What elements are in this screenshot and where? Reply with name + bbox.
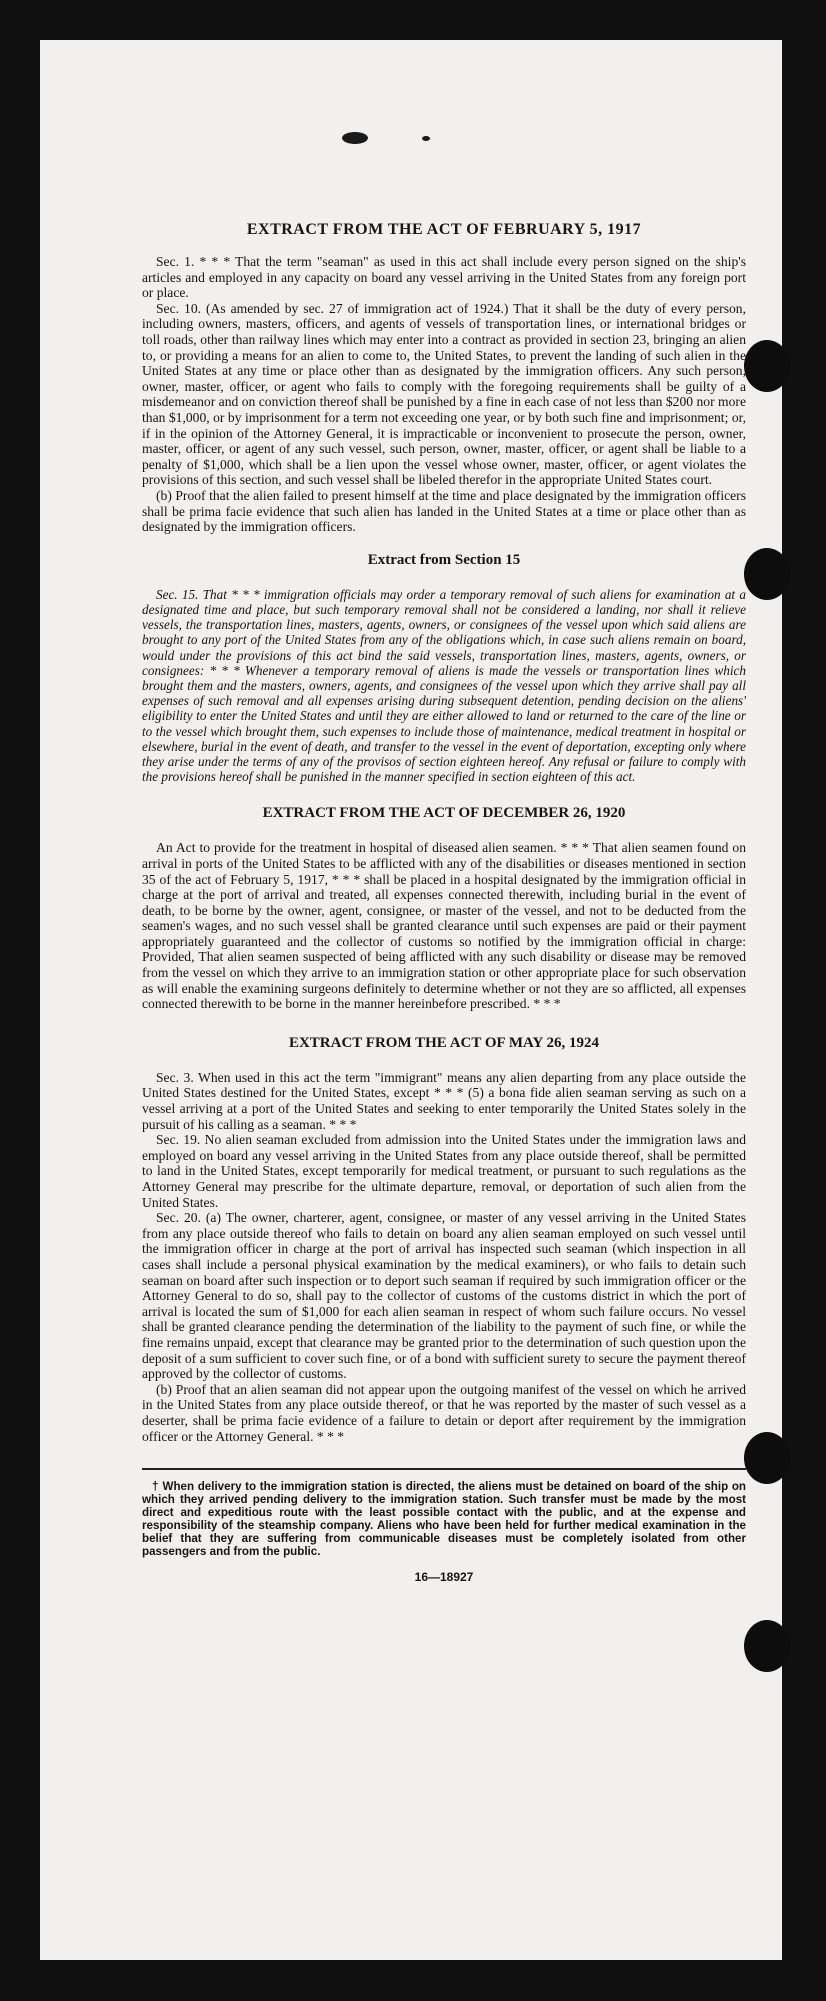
form-number: 16—18927 [414,1570,474,1585]
paragraph: (b) Proof that the alien failed to present himself at the time and place designated by the immigration officers shall be prima facie evidence that such alien has landed in the United States at a time or place other than as designated by the immigration officers. [142,487,746,535]
paragraph: (b) Proof that an alien seaman did not appear upon the outgoing manifest of the vessel on which he arrived in the United States from any place outside thereof, or that he was reported by the master of such vessel as a deserter, shall be prima facie evidence of a failure to detain or deport after requirement by the immigration officer or the Attorney General. * * * [142,1381,746,1444]
punch-hole [744,1432,790,1484]
paragraph: Sec. 3. When used in this act the term "immigrant" means any alien departing from any place outside the United States destined for the United States, except * * * (5) a bona fide alien seaman serving as such on a vessel arriving at a port of the United States and seeking to enter temporarily the United States solely in the pursuit of his calling as a seaman. * * * [142,1069,746,1132]
section-heading: EXTRACT FROM THE ACT OF DECEMBER 26, 1920 [262,805,626,822]
section-heading: EXTRACT FROM THE ACT OF FEBRUARY 5, 1917 [246,221,642,238]
ink-blot [342,132,368,144]
footnote: † When delivery to the immigration station is directed, the aliens must be detained on board of the ship on which they arrived pending delivery to the immigration station. Such transfer must be made by the most direct and expeditious route with the least possible contact with the public, and at the expense and responsibility of the steamship company. Aliens who have been held for further medical examination in the belief that they are suffering from communicable diseases must be completely isolated from other passengers and from the public. [142,1480,746,1559]
document-page [40,40,782,1960]
paragraph: Sec. 1. * * * That the term "seaman" as used in this act shall include every person signed on the ship's articles and employed in any capacity on board any vessel arriving in the United States from any foreign port or place. [142,254,746,301]
footnote-divider [142,1468,746,1470]
punch-hole [744,1620,790,1672]
paragraph: Sec. 15. That * * * immigration officials may order a temporary removal of such aliens for examination at a designated time and place, but such temporary removal shall not be considered a landing, nor shall it relieve vessels, the transportation lines, masters, agents, owners, or consignees of the vessel upon which said aliens are brought to any port of the United States from any of the obligations which, in case such aliens remain on board, would under the provisions of this act bind the said vessels, transportation lines, masters, agents, owners, or consignees: * * * Whenever a temporary removal of aliens is made the vessels or transportation lines which brought them and the masters, owners, agents, and consignees of the vessel upon which they arrive shall pay all expenses of such removal and all expenses arising during subsequent detention, pending decision on the aliens' eligibility to enter the United States and until they are either allowed to land or returned to the care of the line or to the vessel which brought them, such expenses to include those of maintenance, medical treatment in hospital or elsewhere, burial in the event of death, and transfer to the vessel in the event of deportation, excepting only where they arise under the terms of any of the provisos of section eighteen hereof. Any refusal or failure to comply with the provisions hereof shall be punished in the manner specified in section eighteen of this act. [142,586,746,785]
paragraph: Sec. 20. (a) The owner, charterer, agent, consignee, or master of any vessel arriving in the United States from any place outside thereof who fails to detain on board any alien seaman employed on such vessel until the immigration officer in charge at the port of arrival has inspected such seaman (which inspection in all cases shall include a personal physical examination by the medical examiners), or who fails to detain such seaman on board after such inspection or to deport such seaman if required by such immigration officer or the Attorney General to do so, shall pay to the collector of customs of the customs district in which the port of arrival is located the sum of $1,000 for each alien seaman in respect of whom such failure occurs. No vessel shall be granted clearance pending the determination of the liability to the payment of such fine, or while the fine remains unpaid, except that clearance may be granted prior to the determination of such question upon the deposit of a sum sufficient to cover such fine, or of a bond with sufficient surety to secure the payment thereof approved by the collector of customs. [142,1210,746,1382]
paragraph: An Act to provide for the treatment in hospital of diseased alien seamen. * * * That alien seamen found on arrival in ports of the United States to be afflicted with any of the disabilities or diseases mentioned in section 35 of the act of February 5, 1917, * * * shall be placed in a hospital designated by the immigration official in charge at the port of arrival and treated, all expenses connected therewith, including burial in the event of death, to be borne by the owner, agent, consignee, or master of the vessel, and not to be deducted from the seamen's wages, and no such vessel shall be granted clearance until such expenses are paid or their payment appropriately guaranteed and the collector of customs so notified by the immigration official in charge: Provided, That alien seamen suspected of being afflicted with any such disability or disease may be removed from the vessel on which they arrive to an immigration station or other appropriate place for such observation as will enable the examining surgeons definitely to determine whether or not they are so afflicted, all expenses connected therewith to be borne in the manner hereinbefore prescribed. * * * [142,840,746,1012]
section-heading: Extract from Section 15 [367,551,521,568]
punch-hole [744,340,790,392]
ink-blot [422,136,430,141]
document-body [142,220,746,1584]
paragraph: Sec. 19. No alien seaman excluded from admission into the United States under the immigration laws and employed on board any vessel arriving in the United States from any place outside thereof, shall be permitted to land in the United States, except temporarily for medical treatment, or pursuant to such regulations as the Attorney General may prescribe for the ultimate departure, removal, or deportation of such alien from the United States. [142,1132,746,1210]
paragraph: Sec. 10. (As amended by sec. 27 of immigration act of 1924.) That it shall be the duty of every person, including owners, masters, officers, and agents of vessels of transportation lines, or international bridges or toll roads, other than railway lines which may enter into a contract as provided in section 23, bringing an alien to, or providing a means for an alien to come to, the United States, to prevent the landing of such alien in the United States at any time or place other than as designated by the immigration officers. Any such person, owner, master, officer, or agent who fails to comply with the foregoing requirements shall be guilty of a misdemeanor and on conviction thereof shall be punished by a fine in each case of not less than $200 nor more than $1,000, or by imprisonment for a term not exceeding one year, or by both such fine and imprisonment; or, if in the opinion of the Attorney General, it is impracticable or inconvenient to prosecute the person, owner, master, officer, or agent of any such vessel, such person, owner, master, officer, or agent shall be liable to a penalty of $1,000, which shall be a lien upon the vessel whose owner, master, officer, or agent violates the provisions of this section, and such vessel shall be libeled therefor in the appropriate United States court. [142,300,746,488]
section-heading: EXTRACT FROM THE ACT OF MAY 26, 1924 [288,1034,600,1051]
punch-hole [744,548,790,600]
